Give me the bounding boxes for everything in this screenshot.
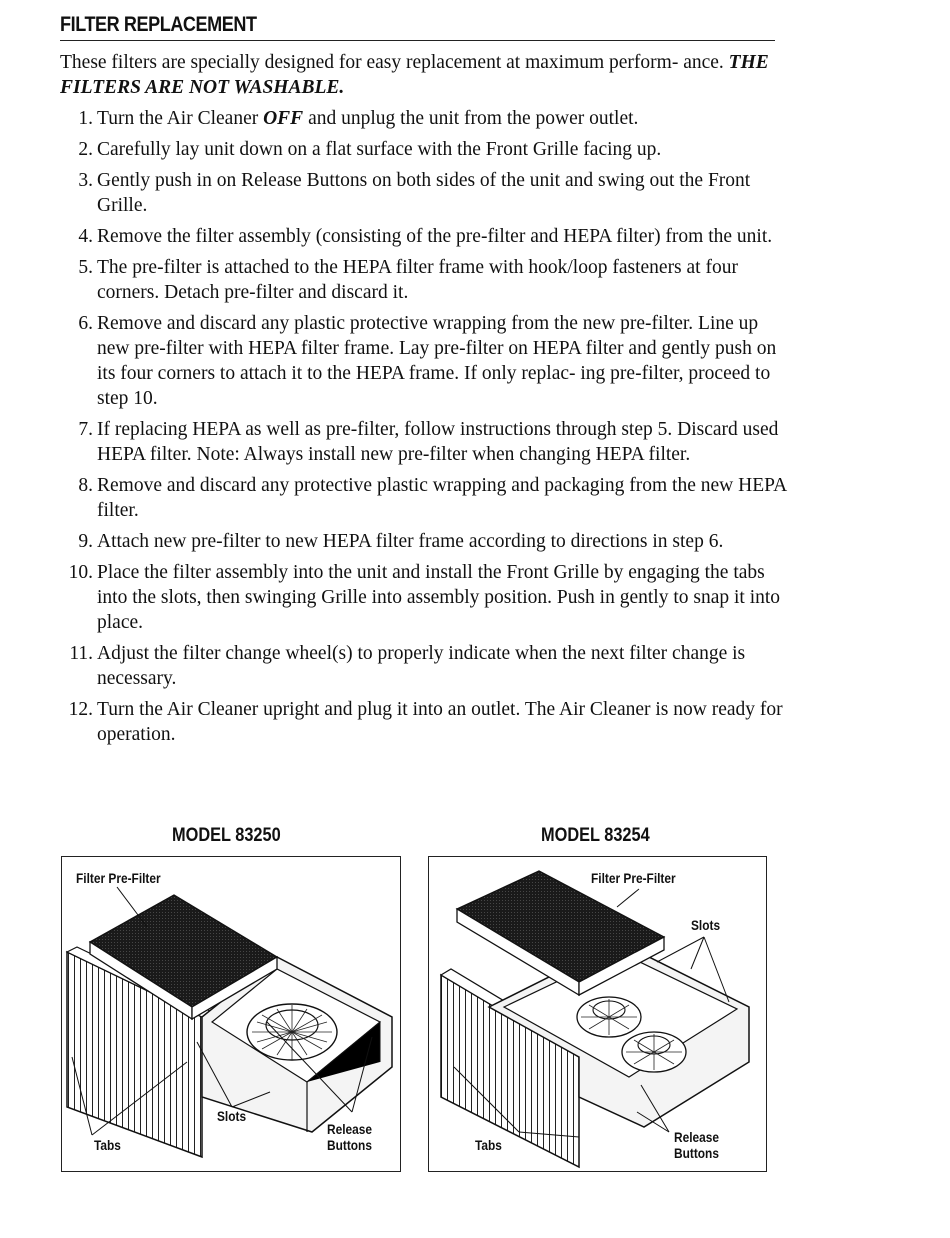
step-item (60, 697, 790, 747)
step-text: Remove and discard any protective plastic wrapping and packaging from the new HEPA filter. (97, 475, 787, 521)
callout-filter-prefilter: Filter Pre-Filter (591, 870, 676, 886)
step-text: Remove and discard any plastic protective wrapping from the new pre-filter. Line up new pre-filter with HEPA filter frame. Lay pre-filter on HEPA filter and gently push on its four corners to attach it to the HEPA frame. If only replac- ing pre-filter, proceed to step 10. (97, 313, 777, 409)
step-number: 1. (78, 108, 93, 129)
step-number: 11. (69, 643, 93, 664)
step-item (60, 641, 790, 691)
step-item (60, 106, 790, 131)
step-number: 10. (68, 562, 93, 583)
figure-model-83254 (428, 856, 767, 1172)
step-text: Place the filter assembly into the unit and install the Front Grille by engaging the tabs into the slots, then swinging Grille into assembly position. Push in gently to snap it into place. (97, 562, 781, 633)
section-heading: FILTER REPLACEMENT (60, 13, 257, 36)
step-text: Attach new pre-filter to new HEPA filter frame according to directions in step 6. (97, 531, 724, 552)
step-number: 4. (78, 226, 93, 247)
step-text-emphasis: OFF (263, 108, 304, 129)
step-number: 12. (68, 699, 93, 720)
callout-tabs: Tabs (94, 1137, 121, 1153)
callout-release: Release (327, 1121, 372, 1137)
figure-model-83250 (61, 856, 401, 1172)
step-text: Turn the Air Cleaner upright and plug it into an outlet. The Air Cleaner is now ready for operation. (97, 699, 783, 745)
step-item (60, 224, 790, 249)
step-item (60, 137, 790, 162)
step-text: The pre-filter is attached to the HEPA filter frame with hook/loop fasteners at four corners. Detach pre-filter and discard it. (97, 257, 738, 303)
step-item (60, 168, 790, 218)
callout-tabs: Tabs (475, 1137, 502, 1153)
callout-slots: Slots (217, 1108, 247, 1124)
callout-buttons: Buttons (327, 1137, 372, 1153)
step-number: 3. (78, 170, 93, 191)
step-item (60, 417, 790, 467)
step-number: 6. (78, 313, 93, 334)
intro-warning: THE FILTERS ARE NOT WASHABLE. (60, 52, 769, 98)
unit-diagram-83254 (429, 857, 766, 1171)
step-text: Gently push in on Release Buttons on both sides of the unit and swing out the Front Grille. (97, 170, 751, 216)
step-text (95, 106, 790, 131)
step-text: Remove the filter assembly (consisting of the pre-filter and HEPA filter) from the unit. (97, 226, 773, 247)
step-text: If replacing HEPA as well as pre-filter, follow instructions through step 5. Discard used HEPA filter. Note: Always install new pre-filter when changing HEPA filter. (97, 419, 779, 465)
intro-paragraph (60, 50, 775, 100)
step-number: 8. (78, 475, 93, 496)
callout-release: Release (674, 1129, 719, 1145)
step-number: 9. (78, 531, 93, 552)
step-item (60, 560, 790, 635)
step-item (60, 473, 790, 523)
model-label-83250: MODEL 83250 (172, 825, 281, 846)
step-number: 7. (78, 419, 93, 440)
step-list (60, 106, 790, 753)
intro-text: These filters are specially designed for easy replacement at maximum perform- ance. (60, 52, 729, 73)
model-label-83254: MODEL 83254 (541, 825, 650, 846)
step-item (60, 529, 790, 554)
step-number: 2. (78, 139, 93, 160)
callout-buttons: Buttons (674, 1145, 719, 1161)
step-item (60, 311, 790, 411)
step-number: 5. (78, 257, 93, 278)
callout-filter-prefilter: Filter Pre-Filter (76, 870, 161, 886)
step-text-pre: Turn the Air Cleaner (97, 108, 264, 129)
step-text-post: and unplug the unit from the power outlet. (303, 108, 639, 129)
heading-rule (60, 40, 775, 41)
step-text: Carefully lay unit down on a flat surface with the Front Grille facing up. (97, 139, 662, 160)
callout-slots: Slots (691, 917, 721, 933)
step-text: Adjust the filter change wheel(s) to properly indicate when the next filter change is necessary. (97, 643, 746, 689)
step-item (60, 255, 790, 305)
